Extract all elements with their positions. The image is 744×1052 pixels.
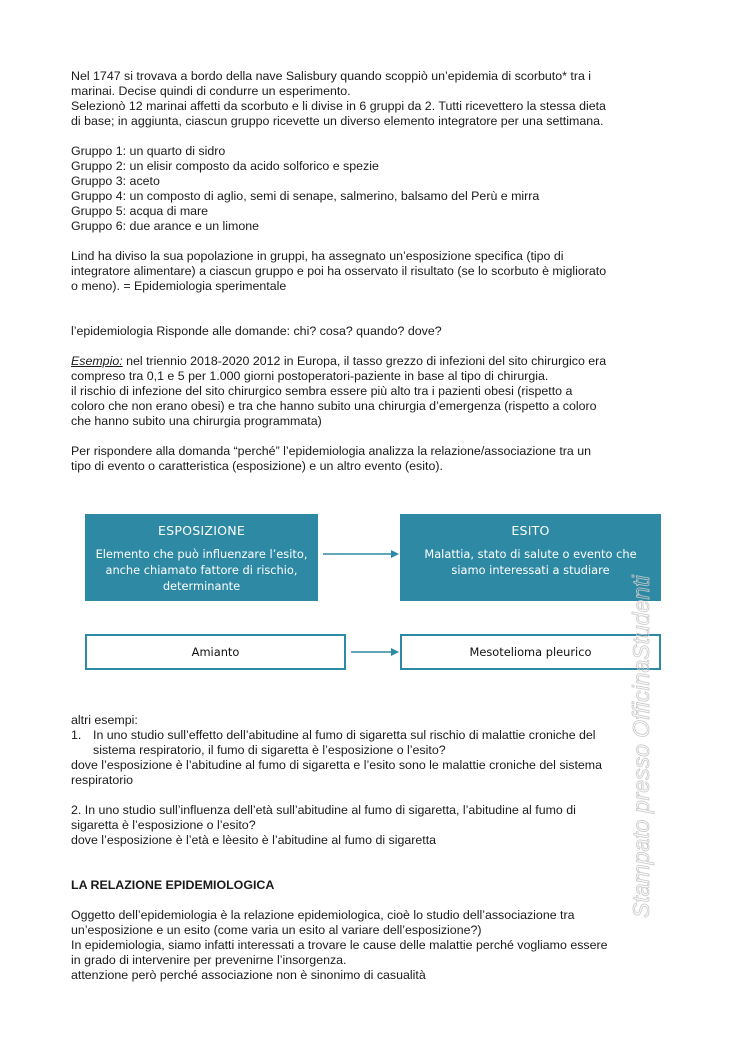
arrow-right-icon — [323, 548, 399, 560]
relation-line: un’esposizione e un esito (come varia un esito al variare dell’esposizione?) — [71, 923, 482, 937]
question-line: In uno studio sull’effetto dell’abitudine al fumo di sigaretta sul rischio di malattie croniche del — [93, 728, 596, 742]
example-line — [71, 354, 677, 369]
lind-line: integratore alimentare) a ciascun gruppo e poi ha osservato il risultato (se lo scorbuto è migliorato — [71, 264, 607, 278]
exposure-outcome-diagram — [85, 514, 661, 670]
section-heading: LA RELAZIONE EPIDEMIOLOGICA — [71, 878, 275, 892]
watermark-text: Stampato presso OfficinaStudenti — [628, 575, 654, 918]
group-item: Gruppo 1: un quarto di sidro — [71, 144, 226, 158]
why-line: Per rispondere alla domanda “perché” l’epidemiologia analizza la relazione/associazione tra un — [71, 444, 592, 458]
example-text: nel triennio 2018-2020 2012 in Europa, il tasso grezzo di infezioni del sito chirurgico era — [122, 354, 607, 368]
intro-line: di base; in aggiunta, ciascun gruppo ricevette un diverso elemento integratore per una settimana. — [71, 114, 604, 128]
relation-line: attenzione però perché associazione non è sinonimo di casualità — [71, 968, 426, 982]
group-item: Gruppo 2: un elisir composto da acido solforico e spezie — [71, 159, 379, 173]
answer-line: dove l’esposizione è l’età e lèesito è l’abitudine al fumo di sigaretta — [71, 833, 437, 847]
lind-line: Lind ha diviso la sua popolazione in gruppi, ha assegnato un’esposizione specifica (tipo di — [71, 249, 564, 263]
group-item: Gruppo 3: aceto — [71, 174, 160, 188]
example-label: Esempio: — [71, 354, 123, 368]
group-item: Gruppo 5: acqua di mare — [71, 204, 209, 218]
exposure-desc-line: Elemento che può influenzare l’esito, — [95, 547, 308, 561]
exposure-desc-line: anche chiamato fattore di rischio, — [105, 563, 298, 577]
relation-line: In epidemiologia, siamo infatti interessati a trovare le cause delle malattie perché vogliamo essere — [71, 938, 608, 952]
exposure-title: ESPOSIZIONE — [158, 523, 245, 538]
intro-line: marinai. Decise quindi di condurre un esperimento. — [71, 84, 351, 98]
question-line: sistema respiratorio, il fumo di sigaretta è l’esposizione o l’esito? — [93, 743, 446, 757]
answer-line: dove l’esposizione è l’abitudine al fumo di sigaretta e l’esito sono le malattie croniche del sistema — [71, 758, 603, 772]
questions-line: l’epidemiologia Risponde alle domande: chi? cosa? quando? dove? — [71, 324, 442, 338]
relation-line: in grado di intervenire per prevenirne l’insorgenza. — [71, 953, 347, 967]
example-exposure-box — [85, 634, 346, 670]
intro-line: Nel 1747 si trovava a bordo della nave Salisbury quando scoppiò un’epidemia di scorbuto* tra i — [71, 69, 592, 83]
why-line: tipo di evento o caratteristica (esposizione) e un altro evento (esito). — [71, 459, 443, 473]
group-item: Gruppo 4: un composto di aglio, semi di senape, salmerino, balsamo del Perù e mirra — [71, 189, 540, 203]
outcome-title: ESITO — [511, 523, 550, 538]
example-line: compreso tra 0,1 e 5 per 1.000 giorni postoperatori-paziente in base al tipo di chirurgia. — [71, 369, 549, 383]
outcome-desc-line: siamo interessati a studiare — [451, 563, 610, 577]
exposure-box — [85, 514, 318, 601]
watermark — [605, 540, 665, 920]
example-outcome-label: Mesotelioma pleurico — [469, 645, 592, 659]
lind-line: o meno). = Epidemiologia sperimentale — [71, 279, 287, 293]
example-line: che hanno subito una chirurgia programmata) — [71, 414, 322, 428]
group-item: Gruppo 6: due arance e un limone — [71, 219, 260, 233]
example-line: il rischio di infezione del sito chirurgico sembra essere più alto tra i pazienti obesi (rispetto a — [71, 384, 573, 398]
example-line: coloro che non erano obesi) e tra che hanno subito una chirurgia d’emergenza (rispetto a coloro — [71, 399, 597, 413]
outcome-desc-line: Malattia, stato di salute o evento che — [424, 547, 637, 561]
intro-line: Selezionò 12 marinai affetti da scorbuto e li divise in 6 gruppi da 2. Tutti ricevettero la stessa dieta — [71, 99, 606, 113]
arrow-right-icon — [351, 646, 399, 658]
others-title: altri esempi: — [71, 713, 138, 727]
exposure-desc-line: determinante — [162, 579, 241, 593]
relation-line: Oggetto dell’epidemiologia è la relazione epidemiologica, cioè lo studio dell’associazione tra — [71, 908, 575, 922]
question-line: 2. In uno studio sull’influenza dell’età sull’abitudine al fumo di sigaretta, l’abitudine al fumo di — [71, 803, 576, 817]
question-line: sigaretta è l’esposizione o l’esito? — [71, 818, 256, 832]
question-number: 1. — [71, 728, 82, 742]
question-1 — [71, 728, 677, 758]
answer-line: respiratorio — [71, 773, 133, 787]
example-exposure-label: Amianto — [191, 645, 240, 659]
